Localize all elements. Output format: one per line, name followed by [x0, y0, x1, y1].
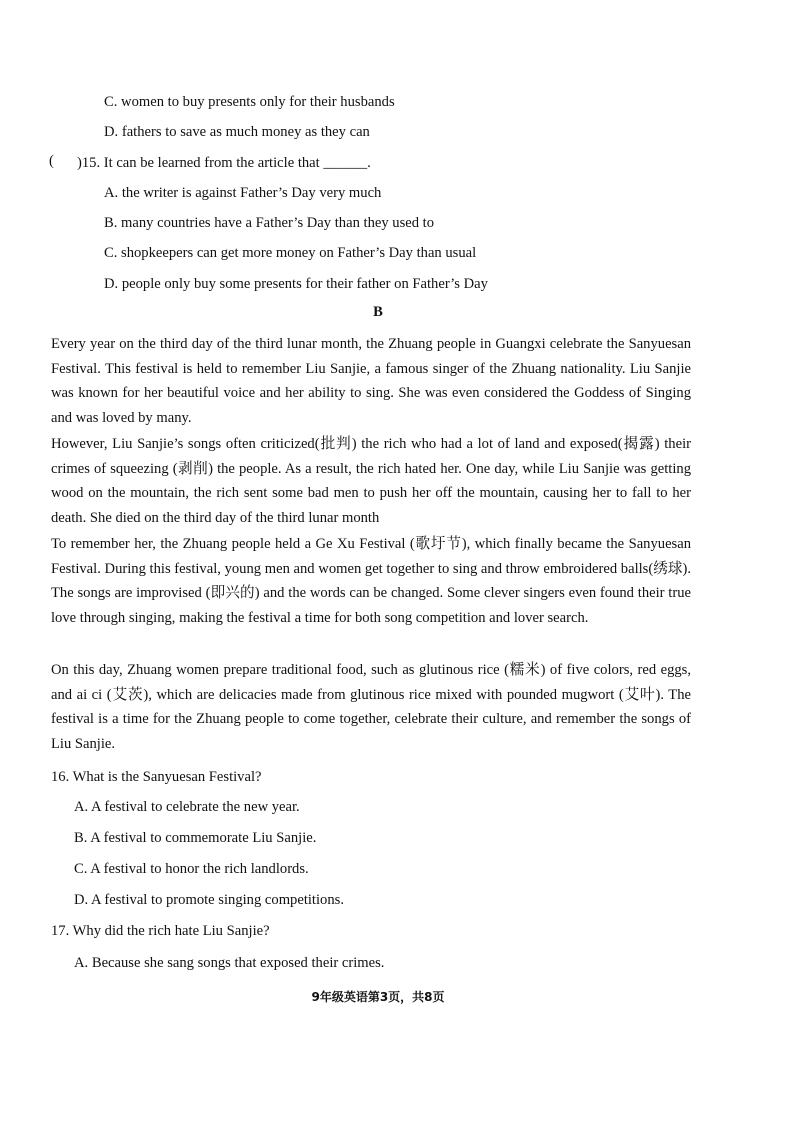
section-b-paragraph-3: To remember her, the Zhuang people held a Ge Xu Festival (歌圩节), which finally became the Sanyuesan Festival. During this festival, young men and women get together to sing and throw embroidered balls(绣球). The songs are improvised (即兴的) and the words can be changed. Some clever singers even found their true love through singing, making the festival a time for both song competition and lover search.: [51, 536, 691, 626]
q16-option-a: A. A festival to celebrate the new year.: [74, 799, 300, 815]
q15-option-c: C. shopkeepers can get more money on Father’s Day than usual: [104, 245, 477, 261]
q16-option-b: B. A festival to commemorate Liu Sanjie.: [74, 830, 317, 846]
q15-answer-paren: (: [49, 153, 54, 169]
q15-option-a: A. the writer is against Father’s Day very much: [104, 185, 382, 201]
q16-option-d: D. A festival to promote singing competitions.: [74, 892, 344, 908]
section-b-title: B: [373, 304, 383, 320]
q16-stem: 16. What is the Sanyuesan Festival?: [51, 769, 262, 785]
page-footer: 9年级英语第3页，共8页: [311, 990, 445, 1004]
section-b-paragraph-2: However, Liu Sanjie’s songs often criticized(批判) the rich who had a lot of land and exposed(揭露) their crimes of squeezing (剥削) the people. As a result, the rich hated her. One day, while Liu Sanjie was getting wood on the mountain, the rich sent some bad men to push her off the mountain, causing her to fall to her death. She died on the third day of the third lunar month: [51, 436, 691, 526]
q14-option-c: C. women to buy presents only for their husbands: [104, 94, 395, 110]
section-b-paragraph-4: On this day, Zhuang women prepare traditional food, such as glutinous rice (糯米) of five colors, red eggs, and ai ci (艾茨), which are delicacies made from glutinous rice mixed with pounded mugwort (艾叶). The festival is a time for the Zhuang people to come together, celebrate their culture, and remember the songs of Liu Sanjie.: [51, 662, 691, 752]
q16-option-c: C. A festival to honor the rich landlords.: [74, 861, 309, 877]
section-b-paragraph-1: Every year on the third day of the third lunar month, the Zhuang people in Guangxi celebrate the Sanyuesan Festival. This festival is held to remember Liu Sanjie, a famous singer of the Zhuang nationality. Liu Sanjie was known for her beautiful voice and her ability to sing. She was even considered the Goddess of Singing and was loved by many.: [51, 336, 691, 426]
q17-stem: 17. Why did the rich hate Liu Sanjie?: [51, 923, 270, 939]
q15-option-b: B. many countries have a Father’s Day than they used to: [104, 215, 435, 231]
q15-stem: )15. It can be learned from the article that ______.: [77, 155, 371, 171]
q17-option-a: A. Because she sang songs that exposed their crimes.: [74, 955, 385, 971]
q14-option-d: D. fathers to save as much money as they can: [104, 124, 370, 140]
q15-option-d: D. people only buy some presents for their father on Father’s Day: [104, 276, 488, 292]
